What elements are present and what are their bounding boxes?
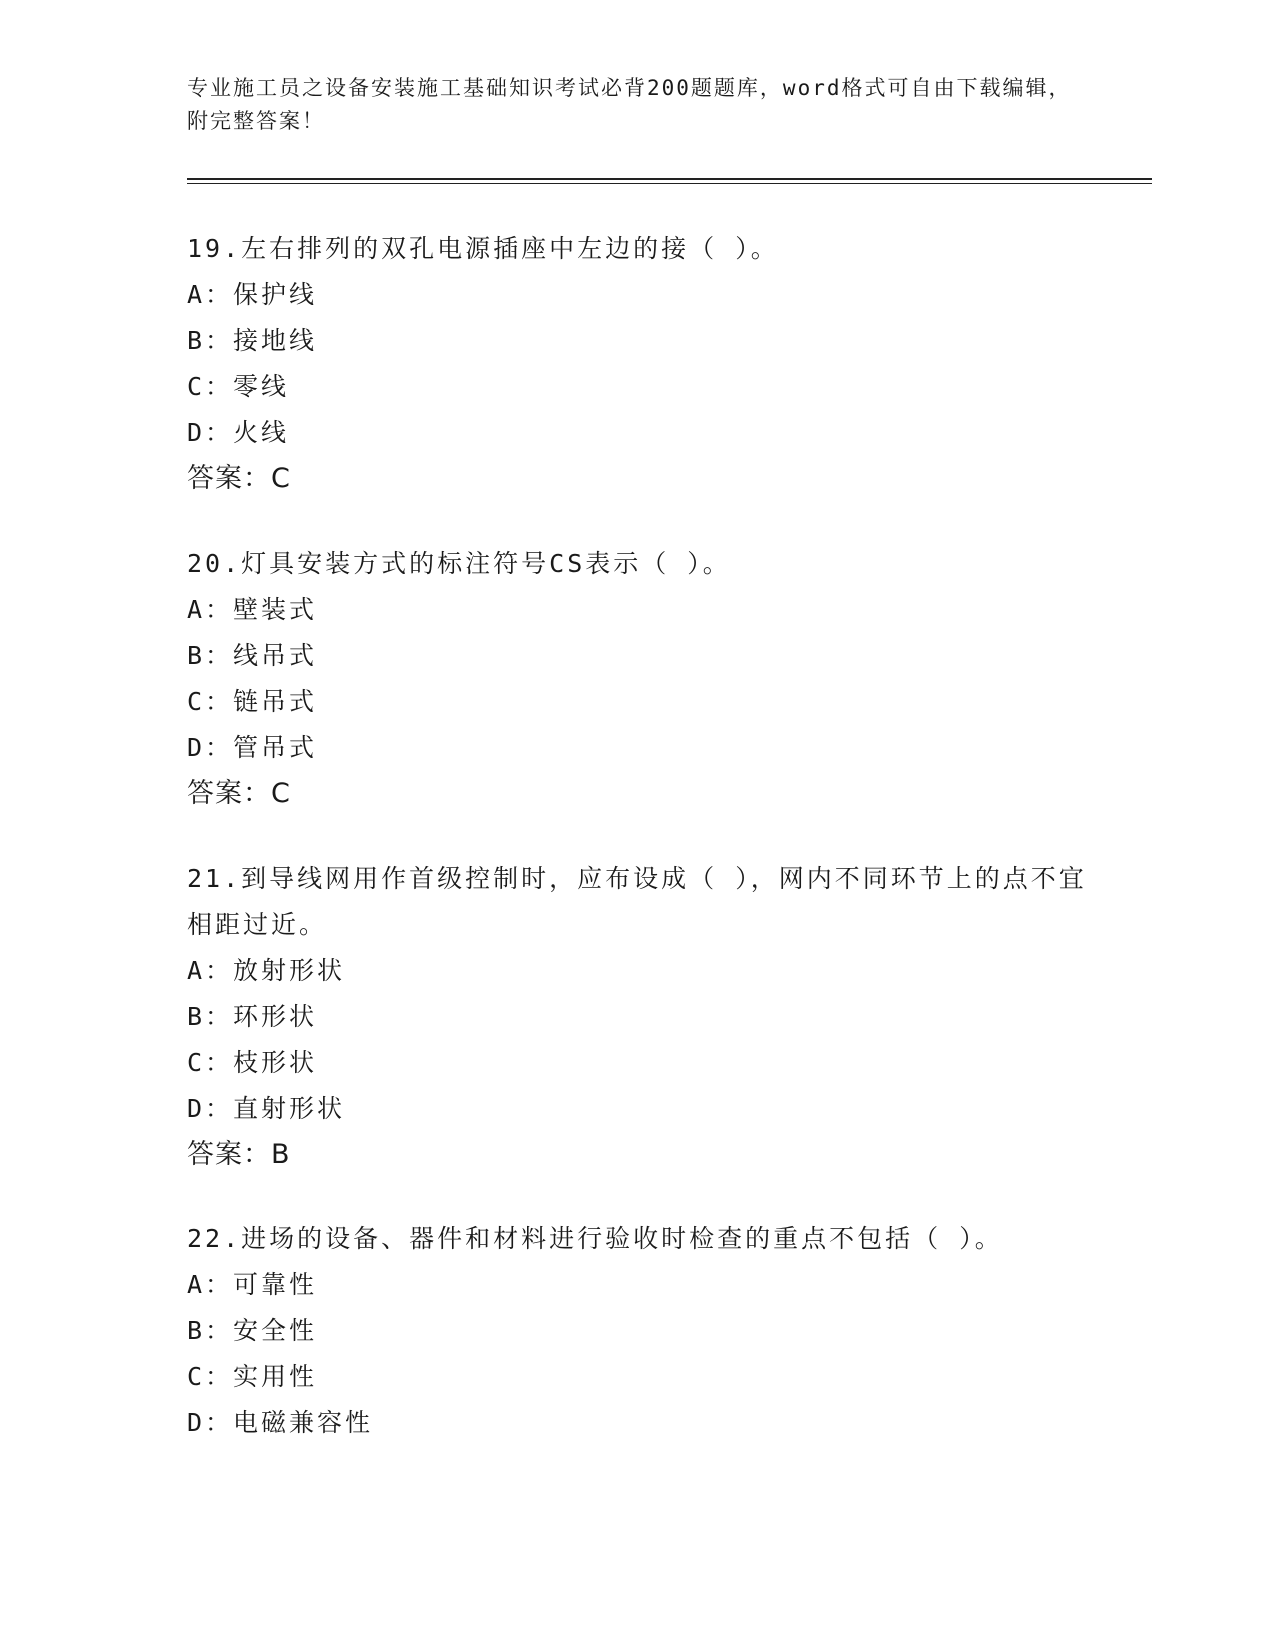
option-a: A：保护线 — [187, 280, 318, 309]
question-21 — [187, 856, 1087, 1178]
option-b: B：安全性 — [187, 1316, 318, 1345]
option-b: B：线吊式 — [187, 641, 318, 670]
answer: 答案：B — [187, 1139, 291, 1170]
option-c: C：实用性 — [187, 1362, 318, 1391]
option-c: C：链吊式 — [187, 687, 318, 716]
option-c: C：零线 — [187, 372, 290, 401]
answer: 答案：C — [187, 778, 291, 809]
option-b: B：接地线 — [187, 326, 318, 355]
option-d: D：管吊式 — [187, 733, 318, 762]
option-d: D：电磁兼容性 — [187, 1408, 374, 1437]
answer: 答案：C — [187, 463, 291, 494]
option-d: D：火线 — [187, 418, 290, 447]
option-c: C：枝形状 — [187, 1048, 318, 1077]
question-20 — [187, 541, 1087, 817]
option-a: A：放射形状 — [187, 956, 346, 985]
question-19 — [187, 226, 1087, 502]
option-d: D：直射形状 — [187, 1094, 346, 1123]
header-rule-thin — [187, 183, 1152, 184]
document-header: 专业施工员之设备安装施工基础知识考试必背200题题库，word格式可自由下载编辑，附完整答案！ — [187, 76, 1072, 133]
question-stem: 21.到导线网用作首级控制时，应布设成（ ），网内不同环节上的点不宜相距过近。 — [187, 864, 1087, 939]
question-stem: 20.灯具安装方式的标注符号CS表示（ ）。 — [187, 549, 731, 578]
option-a: A：壁装式 — [187, 595, 318, 624]
option-a: A：可靠性 — [187, 1270, 318, 1299]
question-stem: 19.左右排列的双孔电源插座中左边的接（ ）。 — [187, 234, 779, 263]
question-22 — [187, 1216, 1087, 1446]
header-rule-thick — [187, 178, 1152, 180]
question-stem: 22.进场的设备、器件和材料进行验收时检查的重点不包括（ ）。 — [187, 1224, 1003, 1253]
option-b: B：环形状 — [187, 1002, 318, 1031]
